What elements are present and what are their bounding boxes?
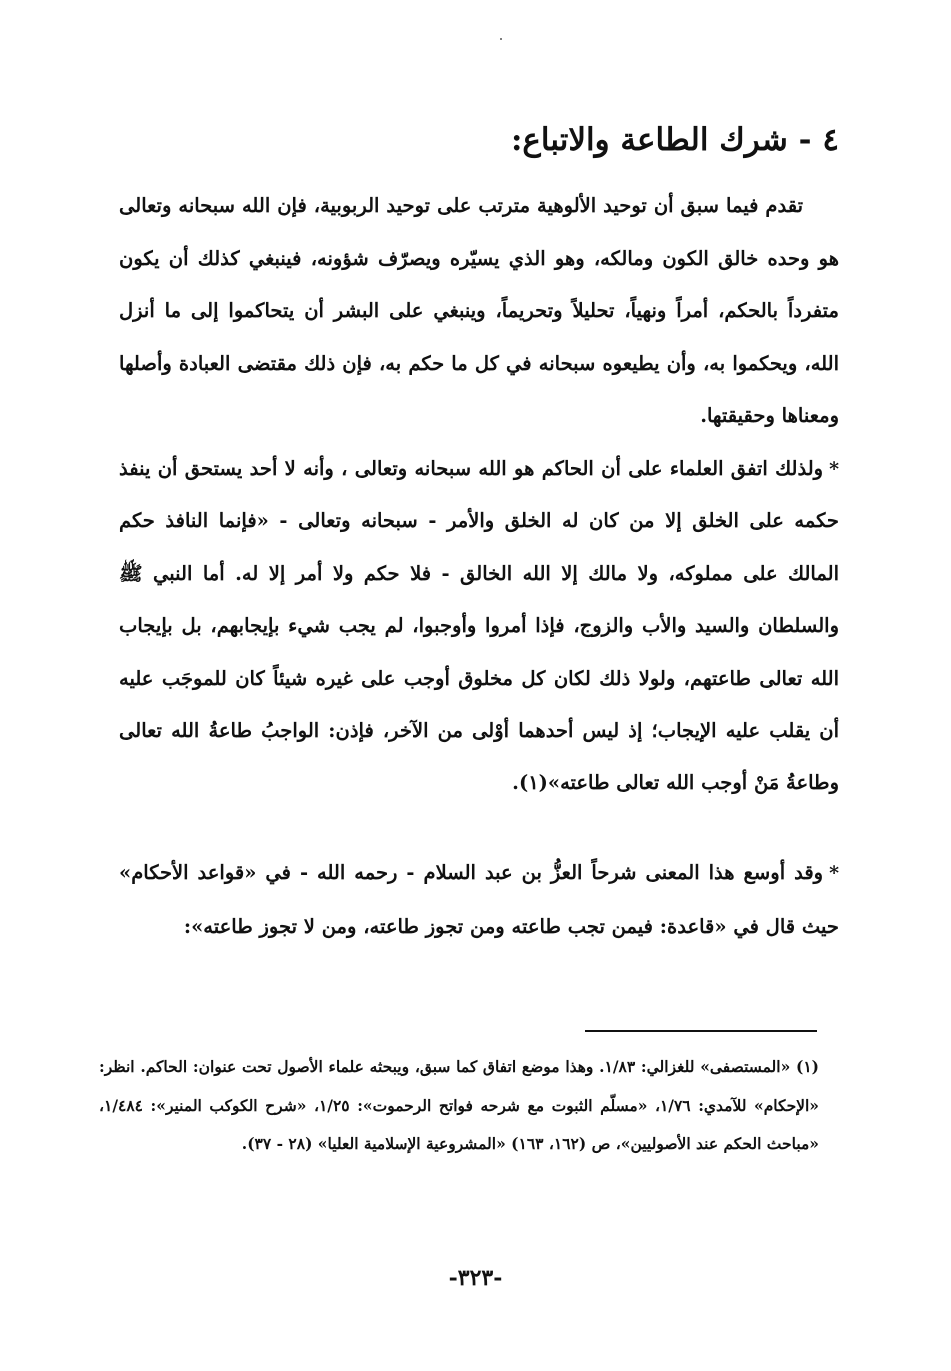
- page-number: -٣٢٣-: [448, 1265, 503, 1291]
- paragraph-2-text: ولذلك اتفق العلماء على أن الحاكم هو الله سبحانه وتعالى ، وأنه لا أحد يستحق أن ينفذ حكمه على الخلق إلا من كان له الخلق والأمر - سبحانه وتعالى - «فإنما النافذ حكم المالك على مملوكه، ولا مالك إلا الله الخالق - فلا حكم ولا أمر إلا له. أما النبي ﷺ والسلطان والسيد والأب والزوج، فإذا أمروا وأوجبوا، لم يجب شيء بإيجابهم، بل بإيجاب الله تعالى طاعتهم، ولولا ذلك لكان كل مخلوق أوجب على غيره شيئاً كان للموجَب عليه أن يقلب عليه الإيجاب؛ إذ ليس أحدهما أوْلى من الآخر، فإذن: الواجبُ طاعةُ الله تعالى وطاعةُ مَنْ أوجب الله تعالى طاعته»(١).: [119, 457, 839, 795]
- paragraph-3: [119, 846, 839, 954]
- paragraph-3-bullet: *: [829, 862, 839, 884]
- scan-speck: [500, 38, 502, 40]
- section-heading: ٤ - شرك الطاعة والاتباع:: [510, 122, 839, 158]
- paragraph-2: [119, 443, 839, 810]
- paragraph-3-text: وقد أوسع هذا المعنى شرحاً العزُّ بن عبد السلام - رحمه الله - في «قواعد الأحكام» حيث قال في «قاعدة: فيمن تجب طاعته ومن تجوز طاعته، ومن لا تجوز طاعته»:: [119, 861, 839, 938]
- footnote-divider: [585, 1030, 817, 1032]
- footnote: (١) «المستصفى» للغزالي: ١/٨٣. وهذا موضع اتفاق كما سبق، ويبحثه علماء الأصول تحت عنوان: الحاكم. انظر: «الإحكام» للآمدي: ١/٧٦، «مسلّم الثبوت مع شرحه فواتح الرحموت»: ١/٢٥، «شرح الكوكب المنير»: ١/٤٨٤، «مباحث الحكم عند الأصوليين»، ص (١٦٢، ١٦٣) «المشروعية الإسلامية العليا» (٢٨ - ٣٧).: [99, 1057, 819, 1153]
- paragraph-2-bullet: *: [829, 458, 839, 480]
- paragraph-1: تقدم فيما سبق أن توحيد الألوهية مترتب على توحيد الربوبية، فإن الله سبحانه وتعالى هو وحده خالق الكون ومالكه، وهو الذي يسيّره ويصرّف شؤونه، فينبغي كذلك أن يكون متفرداً بالحكم، أمراً ونهياً، تحليلاً وتحريماً، وينبغي على البشر أن يتحاكموا إلى ما أنزل الله، ويحكموا به، وأن يطيعوه سبحانه في كل ما حكم به، فإن ذلك مقتضى العبادة وأصلها ومعناها وحقيقتها.: [119, 194, 839, 427]
